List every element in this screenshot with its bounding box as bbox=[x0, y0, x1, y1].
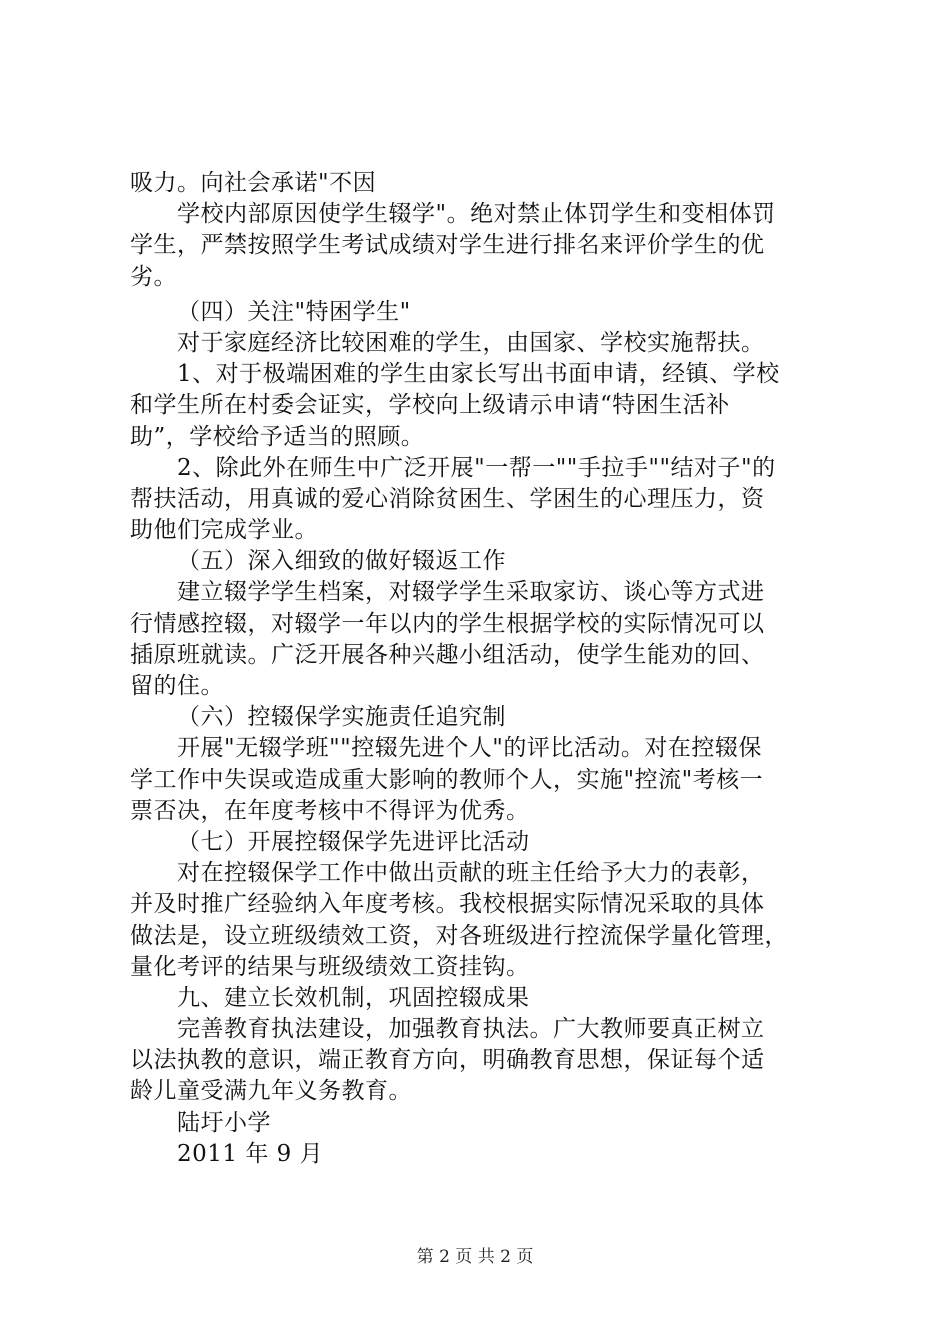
section-heading: （五）深入细致的做好辍返工作 bbox=[177, 548, 506, 575]
text-line: 助他们完成学业。 bbox=[130, 517, 318, 544]
text-line: 帮扶活动，用真诚的爱心消除贫困生、学困生的心理压力，资 bbox=[130, 485, 765, 512]
text-line: 学生，严禁按照学生考试成绩对学生进行排名来评价学生的优 bbox=[130, 232, 765, 259]
text-line: 票否决，在年度考核中不得评为优秀。 bbox=[130, 797, 530, 824]
text-line: 完善教育执法建设，加强教育执法。广大教师要真正树立 bbox=[177, 1016, 765, 1043]
document-body bbox=[130, 168, 830, 1170]
text-line: 行情感控辍，对辍学一年以内的学生根据学校的实际情况可以 bbox=[130, 610, 765, 637]
text-line: 做法是，设立班级绩效工资，对各班级进行控流保学量化管理， bbox=[130, 922, 788, 949]
text-line: 学校内部原因使学生辍学"。绝对禁止体罚学生和变相体罚 bbox=[177, 201, 776, 228]
section-heading: （六）控辍保学实施责任追究制 bbox=[177, 704, 506, 731]
text-line: 开展"无辍学班""控辍先进个人"的评比活动。对在控辍保 bbox=[177, 735, 762, 762]
text-line: 学工作中失误或造成重大影响的教师个人，实施"控流"考核一 bbox=[130, 766, 764, 793]
text-line: 对在控辍保学工作中做出贡献的班主任给予大力的表彰， bbox=[177, 860, 765, 887]
text-line: 1、对于极端困难的学生由家长写出书面申请，经镇、学校 bbox=[177, 361, 780, 388]
text-line: 和学生所在村委会证实，学校向上级请示申请“特困生活补 bbox=[130, 392, 730, 419]
text-line: 插原班就读。广泛开展各种兴趣小组活动，使学生能劝的回、 bbox=[130, 641, 765, 668]
text-line: 龄儿童受满九年义务教育。 bbox=[130, 1078, 412, 1105]
text-line: 量化考评的结果与班级绩效工资挂钩。 bbox=[130, 953, 530, 980]
text-line: 劣。 bbox=[130, 263, 177, 290]
page-number-footer: 第 2 页 共 2 页 bbox=[416, 1247, 534, 1267]
text-line: 建立辍学学生档案，对辍学学生采取家访、谈心等方式进 bbox=[177, 579, 765, 606]
text-line: 对于家庭经济比较困难的学生，由国家、学校实施帮扶。 bbox=[177, 329, 765, 356]
text-line: 留的住。 bbox=[130, 673, 224, 699]
section-heading: 九、建立长效机制，巩固控辍成果 bbox=[177, 984, 530, 1011]
signature-date: 2011 年 9 月 bbox=[177, 1140, 324, 1167]
text-line: 以法执教的意识，端正教育方向，明确教育思想，保证每个适 bbox=[130, 1047, 765, 1074]
section-heading: （四）关注"特困学生" bbox=[177, 298, 411, 325]
text-line: 2、除此外在师生中广泛开展"一帮一""手拉手""结对子"的 bbox=[177, 454, 776, 481]
text-line: 并及时推广经验纳入年度考核。我校根据实际情况采取的具体 bbox=[130, 891, 765, 918]
signature-school: 陆圩小学 bbox=[177, 1109, 271, 1136]
section-heading: （七）开展控辍保学先进评比活动 bbox=[177, 828, 530, 855]
text-line: 助”，学校给予适当的照顾。 bbox=[130, 423, 425, 450]
text-line: 吸力。向社会承诺"不因 bbox=[130, 170, 377, 196]
